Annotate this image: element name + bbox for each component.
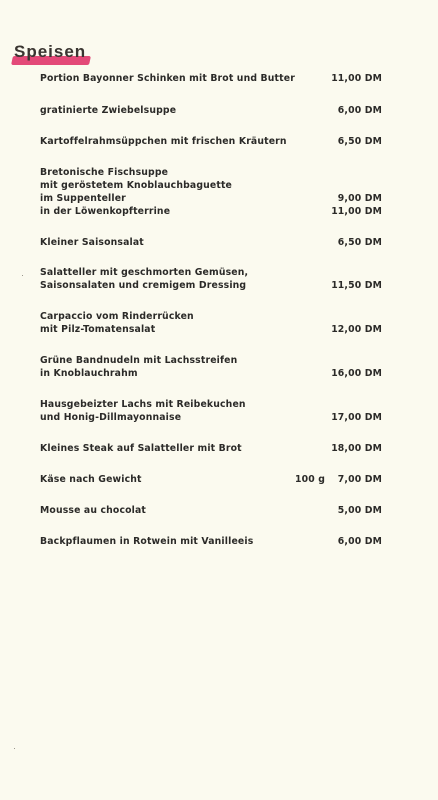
item-name: Kartoffelrahmsüppchen mit frischen Kräutern bbox=[40, 136, 287, 147]
item-name: Kleiner Saisonsalat bbox=[40, 237, 144, 248]
item-price: 11,00 DM bbox=[331, 206, 382, 217]
item-name: Salatteller mit geschmorten Gemüsen, bbox=[40, 267, 249, 278]
item-name: im Suppenteller bbox=[40, 193, 126, 204]
menu-item bbox=[40, 135, 382, 148]
item-name: Carpaccio vom Rinderrücken bbox=[40, 311, 194, 322]
item-price: 6,00 DM bbox=[337, 536, 382, 547]
item-price: 9,00 DM bbox=[337, 193, 382, 204]
item-name: in Knoblauchrahm bbox=[40, 368, 138, 379]
item-name: Käse nach Gewicht bbox=[40, 474, 142, 485]
menu-item bbox=[40, 398, 382, 424]
item-price: 5,00 DM bbox=[337, 505, 382, 516]
item-price: 6,00 DM bbox=[337, 105, 382, 116]
menu-item bbox=[40, 442, 382, 455]
item-name: Saisonsalaten und cremigem Dressing bbox=[40, 280, 247, 291]
item-price: 11,00 DM bbox=[331, 73, 382, 84]
item-price: 7,00 DM bbox=[337, 474, 382, 485]
item-name: Backpflaumen in Rotwein mit Vanilleeis bbox=[40, 536, 254, 547]
item-quantity: 100 g bbox=[295, 474, 326, 485]
menu-item bbox=[40, 535, 382, 548]
item-price: 6,50 DM bbox=[337, 136, 382, 147]
item-price: 11,50 DM bbox=[331, 280, 382, 291]
menu-item bbox=[40, 354, 382, 380]
item-name: Portion Bayonner Schinken mit Brot und Butter bbox=[40, 73, 295, 84]
item-name: mit geröstetem Knoblauchbaguette bbox=[40, 180, 233, 191]
item-name: Grüne Bandnudeln mit Lachsstreifen bbox=[40, 355, 238, 366]
menu-heading bbox=[14, 42, 86, 62]
item-name: Hausgebeizter Lachs mit Reibekuchen bbox=[40, 399, 246, 410]
item-name: mit Pilz-Tomatensalat bbox=[40, 324, 156, 335]
menu-item bbox=[40, 236, 382, 249]
item-price: 18,00 DM bbox=[331, 443, 382, 454]
item-price: 6,50 DM bbox=[337, 237, 382, 248]
item-name: in der Löwenkopfterrine bbox=[40, 206, 171, 217]
item-name: gratinierte Zwiebelsuppe bbox=[40, 105, 177, 116]
menu-heading-text: Speisen bbox=[14, 42, 87, 61]
menu-item bbox=[40, 166, 382, 218]
item-price: 12,00 DM bbox=[331, 324, 382, 335]
item-name: und Honig-Dillmayonnaise bbox=[40, 412, 182, 423]
paper-speck bbox=[22, 275, 23, 276]
item-name: Mousse au chocolat bbox=[40, 505, 147, 516]
menu-item bbox=[40, 104, 382, 117]
menu-item bbox=[40, 72, 382, 85]
menu-item bbox=[40, 504, 382, 517]
paper-speck bbox=[14, 748, 15, 749]
item-price: 16,00 DM bbox=[331, 368, 382, 379]
item-name: Kleines Steak auf Salatteller mit Brot bbox=[40, 443, 242, 454]
menu-item bbox=[40, 310, 382, 336]
item-name: Bretonische Fischsuppe bbox=[40, 167, 169, 178]
item-price: 17,00 DM bbox=[331, 412, 382, 423]
menu-item bbox=[40, 473, 382, 486]
menu-item bbox=[40, 266, 382, 292]
